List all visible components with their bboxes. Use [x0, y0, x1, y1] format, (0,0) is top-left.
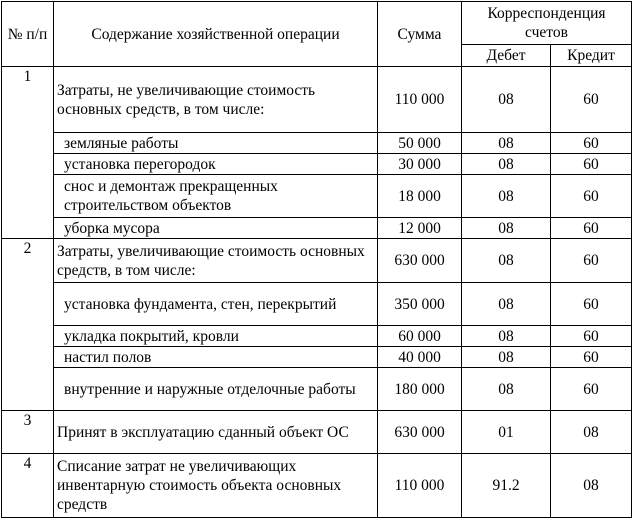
- credit-account: 60: [551, 218, 632, 239]
- debit-account: 08: [462, 218, 551, 239]
- row-number: 4: [2, 454, 54, 518]
- table-row: [2, 283, 632, 326]
- credit-account: 60: [551, 347, 632, 368]
- operation-sum: 50 000: [378, 133, 462, 154]
- operation-description: Затраты, не увеличивающие стоимость основных средств, в том числе:: [54, 67, 378, 133]
- header-correspondence: Корреспонденция счетов: [462, 2, 632, 45]
- credit-account: 60: [551, 368, 632, 411]
- operation-sum: 60 000: [378, 326, 462, 347]
- debit-account: 08: [462, 326, 551, 347]
- credit-account: 60: [551, 67, 632, 133]
- header-content: Содержание хозяйственной операции: [54, 2, 378, 67]
- row-number: 1: [2, 67, 54, 239]
- table-row: [2, 67, 632, 133]
- operation-sum: 180 000: [378, 368, 462, 411]
- operation-description: Затраты, увеличивающие стоимость основных средств, в том числе:: [54, 239, 378, 283]
- operation-description: Принят в эксплуатацию сданный объект ОС: [54, 411, 378, 454]
- operation-sum: 30 000: [378, 154, 462, 175]
- credit-account: 60: [551, 175, 632, 218]
- credit-account: 60: [551, 239, 632, 283]
- debit-account: 01: [462, 411, 551, 454]
- table-row: [2, 154, 632, 175]
- header-sum: Сумма: [378, 2, 462, 67]
- debit-account: 08: [462, 154, 551, 175]
- debit-account: 08: [462, 368, 551, 411]
- row-number: 2: [2, 239, 54, 411]
- debit-account: 08: [462, 133, 551, 154]
- debit-account: 08: [462, 347, 551, 368]
- credit-account: 60: [551, 154, 632, 175]
- operation-description: установка перегородок: [54, 154, 378, 175]
- operation-sum: 110 000: [378, 67, 462, 133]
- operation-description: укладка покрытий, кровли: [54, 326, 378, 347]
- credit-account: 60: [551, 326, 632, 347]
- header-debit: Дебет: [462, 45, 551, 67]
- header-credit: Кредит: [551, 45, 632, 67]
- debit-account: 91.2: [462, 454, 551, 518]
- debit-account: 08: [462, 239, 551, 283]
- debit-account: 08: [462, 175, 551, 218]
- operation-description: внутренние и наружные отделочные работы: [54, 368, 378, 411]
- operation-description: установка фундамента, стен, перекрытий: [54, 283, 378, 326]
- operation-description: Списание затрат не увеличивающих инвентарную стоимость объекта основных средств: [54, 454, 378, 518]
- operation-sum: 110 000: [378, 454, 462, 518]
- table-row: [2, 133, 632, 154]
- table-row: [2, 347, 632, 368]
- operation-sum: 630 000: [378, 411, 462, 454]
- debit-account: 08: [462, 283, 551, 326]
- operation-sum: 12 000: [378, 218, 462, 239]
- table-row: [2, 218, 632, 239]
- debit-account: 08: [462, 67, 551, 133]
- credit-account: 08: [551, 411, 632, 454]
- credit-account: 60: [551, 283, 632, 326]
- operation-sum: 630 000: [378, 239, 462, 283]
- table-row: [2, 368, 632, 411]
- table-row: [2, 326, 632, 347]
- operation-sum: 350 000: [378, 283, 462, 326]
- table-row: [2, 411, 632, 454]
- operation-sum: 40 000: [378, 347, 462, 368]
- operation-description: уборка мусора: [54, 218, 378, 239]
- operation-description: снос и демонтаж прекращенных строительством объектов: [54, 175, 378, 218]
- operation-description: земляные работы: [54, 133, 378, 154]
- ledger-table: [1, 1, 632, 518]
- header-no: № п/п: [2, 2, 54, 67]
- operation-sum: 18 000: [378, 175, 462, 218]
- ledger-body: [2, 67, 632, 518]
- credit-account: 08: [551, 454, 632, 518]
- table-row: [2, 454, 632, 518]
- table-row: [2, 175, 632, 218]
- operation-description: настил полов: [54, 347, 378, 368]
- table-row: [2, 239, 632, 283]
- credit-account: 60: [551, 133, 632, 154]
- row-number: 3: [2, 411, 54, 454]
